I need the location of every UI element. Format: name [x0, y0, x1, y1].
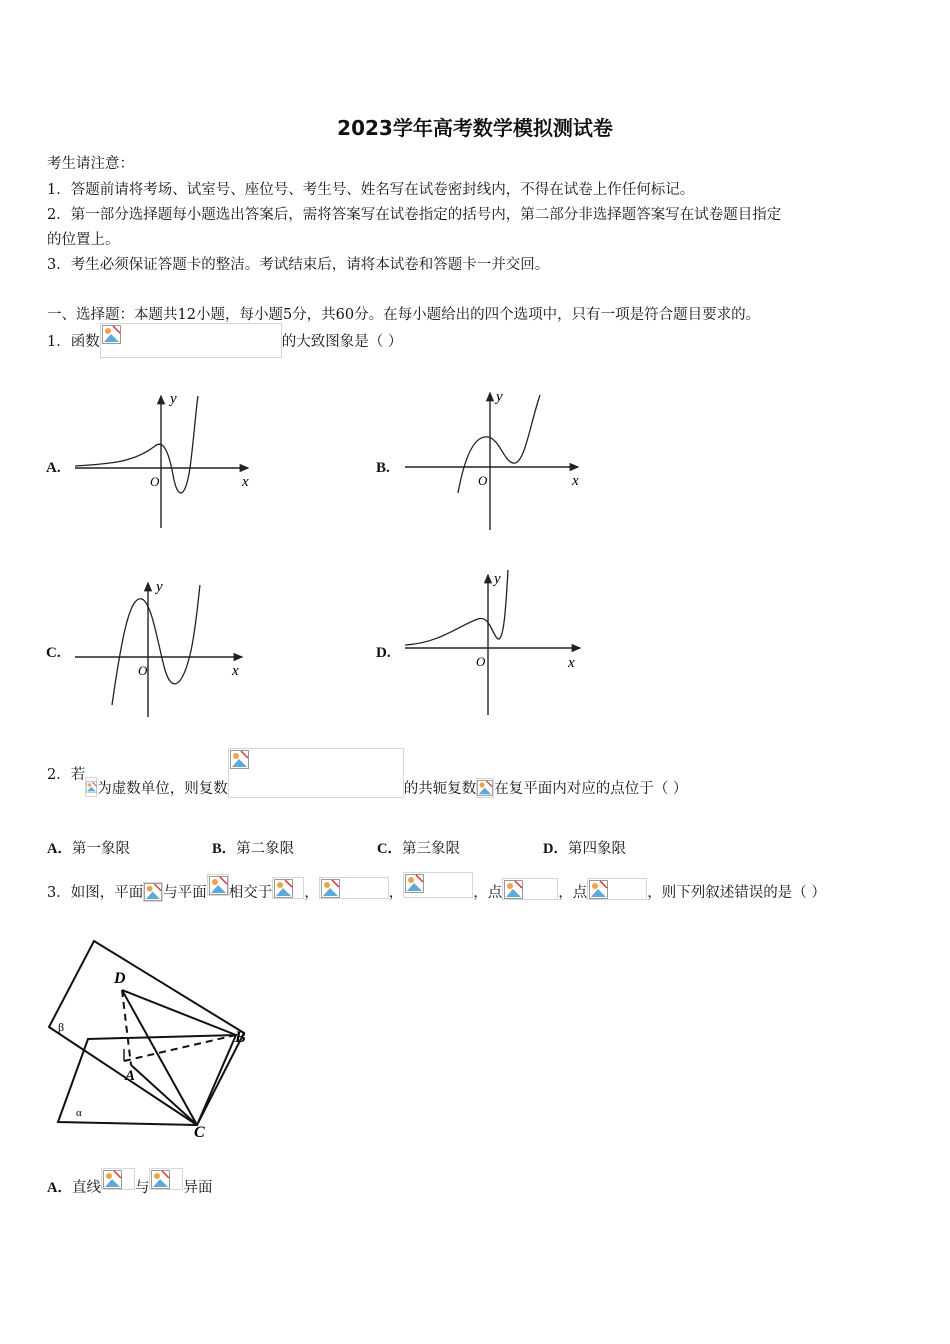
q3-figure [44, 935, 254, 1140]
broken-image-icon [86, 778, 97, 796]
broken-image-icon [230, 750, 249, 769]
q1-option-c-label: C. [46, 645, 61, 661]
q2-option-d: D．第四象限 [543, 841, 626, 857]
comma: ， [388, 885, 404, 901]
curve [75, 396, 198, 493]
graph-a [70, 388, 260, 533]
question-2 [47, 748, 687, 798]
question-3 [47, 867, 826, 902]
edge-ab [124, 1035, 236, 1061]
formula-image [587, 878, 647, 900]
broken-image-icon [321, 879, 340, 898]
q1-prefix: 1．函数 [47, 334, 100, 350]
origin-label: O [150, 474, 160, 489]
label-c: C [194, 1124, 205, 1140]
origin-label: O [476, 654, 486, 669]
comma-point: ，点 [473, 885, 503, 901]
question-1 [47, 323, 402, 358]
q2-option-a: A．第一象限 [47, 841, 130, 857]
q2-option-b: B．第二象限 [212, 841, 295, 857]
q2-option-c: C．第三象限 [377, 841, 460, 857]
formula-image [319, 877, 389, 899]
q2-mid2: 的共轭复数 [403, 780, 477, 797]
q3-p1: 与平面 [163, 885, 207, 901]
notice-item-2: 2．第一部分选择题每小题选出答案后，需将答案写在试卷指定的括号内，第二部分非选择题答案写在试卷题目指定 [47, 207, 782, 223]
formula-image [100, 323, 282, 358]
q1-suffix: 的大致图象是（ ） [281, 334, 403, 350]
broken-image-icon [504, 880, 523, 899]
broken-image-icon [405, 874, 424, 893]
q2-mid1: 为虚数单位，则复数 [97, 780, 228, 797]
edge-dc [122, 990, 197, 1125]
graph-d [400, 565, 590, 720]
comma: ， [304, 885, 319, 901]
formula-image [502, 878, 558, 900]
broken-image-icon [103, 1170, 122, 1189]
curve [458, 395, 540, 493]
q3-suffix: ，则下列叙述错误的是（ ） [647, 885, 826, 901]
label-a: A [125, 1068, 136, 1084]
q1-option-d-label: D. [376, 645, 391, 661]
graph-c [70, 575, 260, 720]
notice-item-2-cont: 的位置上。 [47, 232, 120, 248]
formula-image [149, 1168, 183, 1190]
y-label: y [170, 391, 177, 407]
q3-p2: 相交于 [228, 885, 273, 901]
q3-option-a: A． 直线 与 异面 [47, 1160, 212, 1197]
q3-prefix: 3．如图，平面 [47, 885, 144, 901]
graph-b [400, 385, 590, 533]
page-title: 2023学年高考数学模拟测试卷 [337, 116, 613, 140]
formula-image [101, 1168, 135, 1190]
y-label: y [496, 389, 503, 405]
notice-item-3: 3．考生必须保证答题卡的整洁。考试结束后，请将本试卷和答题卡一并交回。 [47, 257, 550, 273]
broken-image-icon [209, 876, 228, 895]
y-label: y [156, 579, 163, 595]
formula-image [403, 872, 473, 898]
broken-image-icon [274, 879, 293, 898]
q1-option-b-label: B. [376, 460, 390, 476]
curve [112, 585, 200, 705]
label-beta: β [58, 1020, 65, 1034]
formula-image [143, 882, 163, 902]
x-label: x [568, 655, 575, 671]
broken-image-icon [144, 883, 162, 901]
notice-heading: 考生请注意： [47, 156, 134, 172]
x-label: x [242, 474, 249, 490]
formula-image [272, 877, 304, 899]
x-label: x [232, 663, 239, 679]
notice-item-1: 1．答题前请将考场、试室号、座位号、考生号、姓名写在试卷密封线内，不得在试卷上作任何标记。 [47, 182, 695, 198]
formula-image [228, 748, 404, 798]
label-d: D [114, 970, 126, 987]
q1-option-a-label: A. [46, 460, 61, 476]
origin-label: O [478, 473, 488, 488]
broken-image-icon [589, 880, 608, 899]
formula-image [85, 777, 97, 797]
broken-image-icon [102, 325, 121, 344]
origin-label: O [138, 663, 148, 678]
x-label: x [572, 473, 579, 489]
comma-point: ，点 [558, 885, 588, 901]
formula-image [207, 874, 229, 896]
edge-ac [131, 1065, 197, 1125]
q2-suffix: 在复平面内对应的点位于（ ） [494, 780, 688, 797]
section-heading: 一、选择题：本题共12小题，每小题5分，共60分。在每小题给出的四个选项中，只有一项是符合题目要求的。 [47, 307, 761, 323]
q2-prefix: 2．若 [47, 766, 86, 783]
formula-image [476, 778, 494, 798]
label-b: B [235, 1029, 246, 1046]
label-alpha: α [76, 1107, 82, 1119]
broken-image-icon [151, 1170, 170, 1189]
edge-db [122, 990, 236, 1035]
curve [405, 570, 508, 645]
broken-image-icon [477, 779, 493, 797]
y-label: y [494, 571, 501, 587]
